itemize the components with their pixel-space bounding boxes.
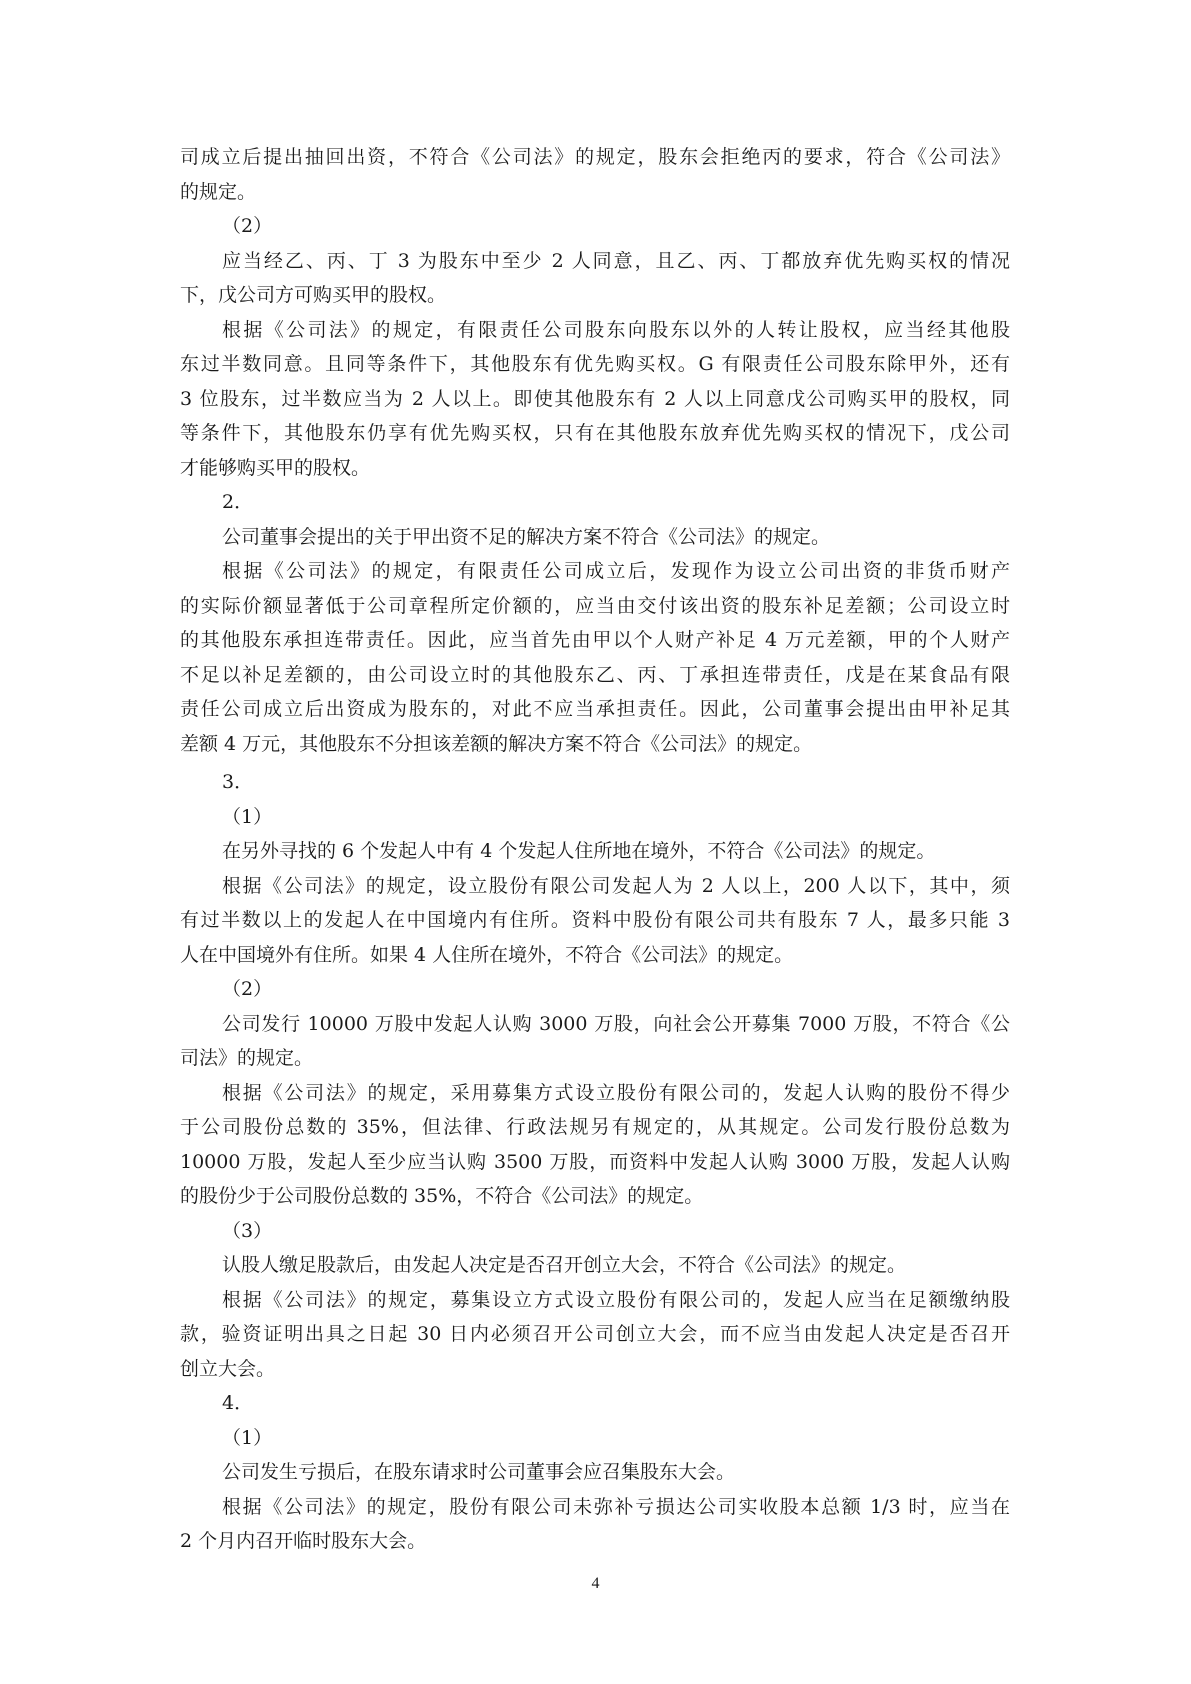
text-line: 东过半数同意。且同等条件下，其他股东有优先购买权。G 有限责任公司股东除甲外，还有 bbox=[180, 353, 1010, 375]
text-line: 公司发生亏损后，在股东请求时公司董事会应召集股东大会。 bbox=[222, 1461, 736, 1483]
subsection-label: （2） bbox=[222, 215, 273, 237]
text-line: 司法》的规定。 bbox=[180, 1047, 314, 1069]
text-line: 3 位股东，过半数应当为 2 人以上。即使其他股东有 2 人以上同意戊公司购买甲的股权，同 bbox=[180, 387, 1010, 410]
subsection-label: （1） bbox=[222, 805, 273, 828]
text-line: 创立大会。 bbox=[180, 1357, 276, 1380]
subsection-label: （3） bbox=[222, 1219, 273, 1242]
subsection-label: （1） bbox=[222, 1426, 273, 1449]
text-line: 于公司股份总数的 35%，但法律、行政法规另有规定的，从其规定。公司发行股份总数为 bbox=[180, 1116, 1010, 1138]
text-line: 的其他股东承担连带责任。因此，应当首先由甲以个人财产补足 4 万元差额，甲的个人财产 bbox=[180, 629, 1010, 651]
text-line: 根据《公司法》的规定，采用募集方式设立股份有限公司的，发起人认购的股份不得少 bbox=[222, 1081, 1010, 1104]
text-line: 公司发行 10000 万股中发起人认购 3000 万股，向社会公开募集 7000 万股，不符合《公 bbox=[222, 1012, 1010, 1035]
section-number: 4． bbox=[222, 1392, 254, 1414]
text-line: 的规定。 bbox=[180, 180, 257, 203]
section-number: 2． bbox=[222, 491, 254, 513]
text-line: 2 个月内召开临时股东大会。 bbox=[180, 1530, 427, 1552]
text-line: 的实际价额显著低于公司章程所定价额的，应当由交付该出资的股东补足差额；公司设立时 bbox=[180, 594, 1010, 617]
text-line: 根据《公司法》的规定，有限责任公司股东向股东以外的人转让股权，应当经其他股 bbox=[222, 318, 1010, 341]
text-line: 才能够购买甲的股权。 bbox=[180, 456, 371, 479]
text-line: 在另外寻找的 6 个发起人中有 4 个发起人住所地在境外，不符合《公司法》的规定。 bbox=[222, 840, 936, 862]
text-line: 10000 万股，发起人至少应当认购 3500 万股，而资料中发起人认购 3000 万股，发起人认购 bbox=[180, 1150, 1010, 1173]
text-line: 责任公司成立后出资成为股东的，对此不应当承担责任。因此，公司董事会提出由甲补足其 bbox=[180, 698, 1010, 720]
text-line: 的股份少于公司股份总数的 35%，不符合《公司法》的规定。 bbox=[180, 1185, 704, 1207]
text-line: 款，验资证明出具之日起 30 日内必须召开公司创立大会，而不应当由发起人决定是否召开 bbox=[180, 1323, 1010, 1345]
text-line: 司成立后提出抽回出资，不符合《公司法》的规定，股东会拒绝丙的要求，符合《公司法》 bbox=[180, 146, 1010, 168]
text-line: 差额 4 万元，其他股东不分担该差额的解决方案不符合《公司法》的规定。 bbox=[180, 732, 813, 755]
text-line: 不足以补足差额的，由公司设立时的其他股东乙、丙、丁承担连带责任，戊是在某食品有限 bbox=[180, 663, 1010, 686]
page-number: 4 bbox=[591, 1575, 600, 1592]
text-line: 根据《公司法》的规定，募集设立方式设立股份有限公司的，发起人应当在足额缴纳股 bbox=[222, 1288, 1010, 1311]
document-body bbox=[180, 140, 1010, 1559]
text-line: 应当经乙、丙、丁 3 为股东中至少 2 人同意，且乙、丙、丁都放弃优先购买权的情况 bbox=[222, 249, 1010, 272]
text-line: 根据《公司法》的规定，设立股份有限公司发起人为 2 人以上，200 人以下，其中，须 bbox=[222, 874, 1010, 897]
text-line: 人在中国境外有住所。如果 4 人住所在境外，不符合《公司法》的规定。 bbox=[180, 943, 794, 966]
subsection-label: （2） bbox=[222, 978, 273, 1000]
text-line: 根据《公司法》的规定，股份有限公司未弥补亏损达公司实收股本总额 1/3 时，应当在 bbox=[222, 1495, 1010, 1518]
text-line: 下，戊公司方可购买甲的股权。 bbox=[180, 284, 447, 306]
text-line: 等条件下，其他股东仍享有优先购买权，只有在其他股东放弃优先购买权的情况下，戊公司 bbox=[180, 422, 1010, 444]
text-line: 根据《公司法》的规定，有限责任公司成立后，发现作为设立公司出资的非货币财产 bbox=[222, 560, 1010, 582]
text-line: 公司董事会提出的关于甲出资不足的解决方案不符合《公司法》的规定。 bbox=[222, 525, 831, 548]
text-line: 认股人缴足股款后，由发起人决定是否召开创立大会，不符合《公司法》的规定。 bbox=[222, 1254, 907, 1276]
section-number: 3． bbox=[222, 771, 254, 793]
text-line: 有过半数以上的发起人在中国境内有住所。资料中股份有限公司共有股东 7 人，最多只能 3 bbox=[180, 909, 1010, 931]
